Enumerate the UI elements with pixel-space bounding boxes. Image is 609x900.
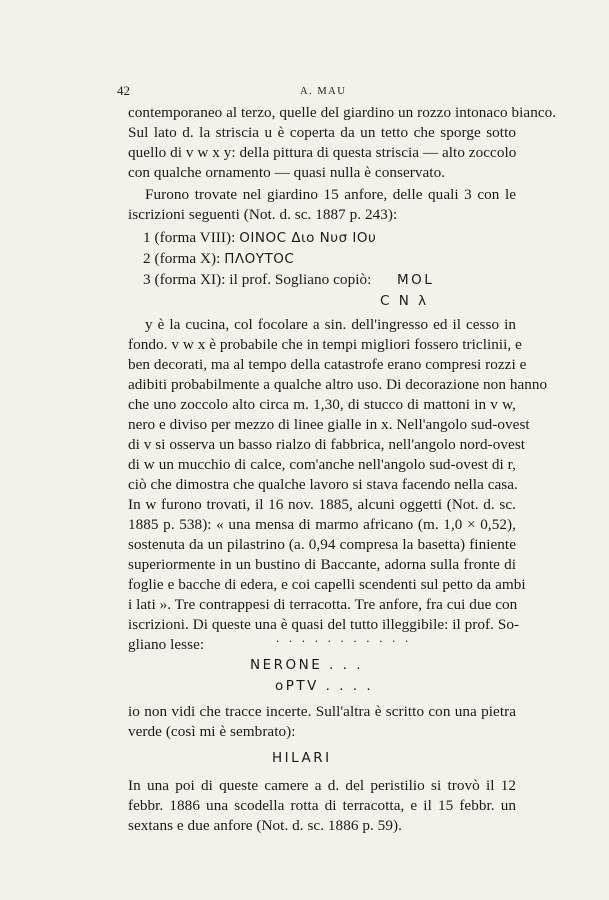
text-line: fondo. v w x è probabile che in tempi migliori fossero triclinii, e xyxy=(128,336,522,353)
text-line: con qualche ornamento — quasi nulla è conservato. xyxy=(128,164,446,181)
text-line: adibiti probabilmente a qualche altro uso. Di decorazione non hanno xyxy=(128,376,548,393)
inscription-optv: oPTV . . . . xyxy=(275,678,374,694)
text-line: iscrizioni seguenti (Not. d. sc. 1887 p. 243): xyxy=(128,206,398,223)
inscription-item-1 xyxy=(143,228,376,248)
text-line: i lati ». Tre contrappesi di terracotta. Tre anfore, fra cui due con xyxy=(128,596,518,613)
text-line: sostenuta da un pilastrino (a. 0,94 compresa la basetta) finiente xyxy=(128,536,516,553)
running-head: A. MAU xyxy=(300,86,347,97)
text-line: che uno zoccolo alto circa m. 1,30, di stucco di mattoni in v w, xyxy=(128,396,516,413)
inscription-hilari: HILARI xyxy=(272,750,332,766)
text-line: nero e diviso per mezzo di linee gialle in x. Nell'angolo sud-ovest xyxy=(128,416,530,433)
inscription-dots: . . . . . . . . . . . xyxy=(276,630,412,645)
inscription-item-2 xyxy=(143,249,294,269)
inscription-item-3 xyxy=(143,270,371,290)
inscription-label: 2 (forma X): xyxy=(143,250,221,267)
text-line: Sul lato d. la striscia u è coperta da un tetto che sporge sotto xyxy=(128,124,516,141)
inscription-text: MOL xyxy=(397,272,435,288)
text-line: contemporaneo al terzo, quelle del giardino un rozzo intonaco bianco. xyxy=(128,104,557,121)
text-line: 1885 p. 538): « una mensa di marmo africano (m. 1,0 × 0,52), xyxy=(128,516,516,533)
inscription-text: ΟΙΝΟC Διο Νυσ ΙΟυ xyxy=(239,230,377,246)
text-line: di w un mucchio di calce, com'anche nell'angolo sud-ovest di r, xyxy=(128,456,516,473)
inscription-nerone: NERONE . . . xyxy=(250,657,364,673)
inscription-text: ΠΛΟΥΤΟC xyxy=(224,251,295,267)
text-line: superiormente in un bustino di Baccante, adorna sulla fronte di xyxy=(128,556,516,573)
inscription-text: C N λ xyxy=(380,293,429,309)
text-line: ciò che dimostra che qualche lavoro si stava facendo nella casa. xyxy=(128,476,518,493)
text-line: sextans e due anfore (Not. d. sc. 1886 p. 59). xyxy=(128,817,402,834)
text-line: y è la cucina, col focolare a sin. dell'ingresso ed il cesso in xyxy=(145,316,516,333)
text-line: iscrizioni. Di queste una è quasi del tutto illeggibile: il prof. So- xyxy=(128,616,520,633)
text-line: Furono trovate nel giardino 15 anfore, delle quali 3 con le xyxy=(145,186,516,203)
page-number: 42 xyxy=(117,83,131,98)
text-line: io non vidi che tracce incerte. Sull'altra è scritto con una pietra xyxy=(128,703,516,720)
text-line: verde (così mi è sembrato): xyxy=(128,723,296,740)
inscription-label: 3 (forma XI): il prof. Sogliano copiò: xyxy=(143,271,372,288)
text-line: In una poi di queste camere a d. del peristilio si trovò il 12 xyxy=(128,777,516,794)
text-line: gliano lesse: xyxy=(128,636,205,653)
text-line: febbr. 1886 una scodella rotta di terracotta, e il 15 febbr. un xyxy=(128,797,516,814)
text-line: di v si osserva un basso rialzo di fabbrica, nell'angolo nord-ovest xyxy=(128,436,526,453)
text-line: ben decorati, ma al tempo della catastrofe erano compresi rozzi e xyxy=(128,356,527,373)
text-line: quello di v w x y: della pittura di questa striscia — alto zoccolo xyxy=(128,144,517,161)
inscription-label: 1 (forma VIII): xyxy=(143,229,236,246)
text-line: In w furono trovati, il 16 nov. 1885, alcuni oggetti (Not. d. sc. xyxy=(128,496,516,513)
text-line: foglie e bacche di edera, e coi capelli scendenti sul petto da ambi xyxy=(128,576,526,593)
